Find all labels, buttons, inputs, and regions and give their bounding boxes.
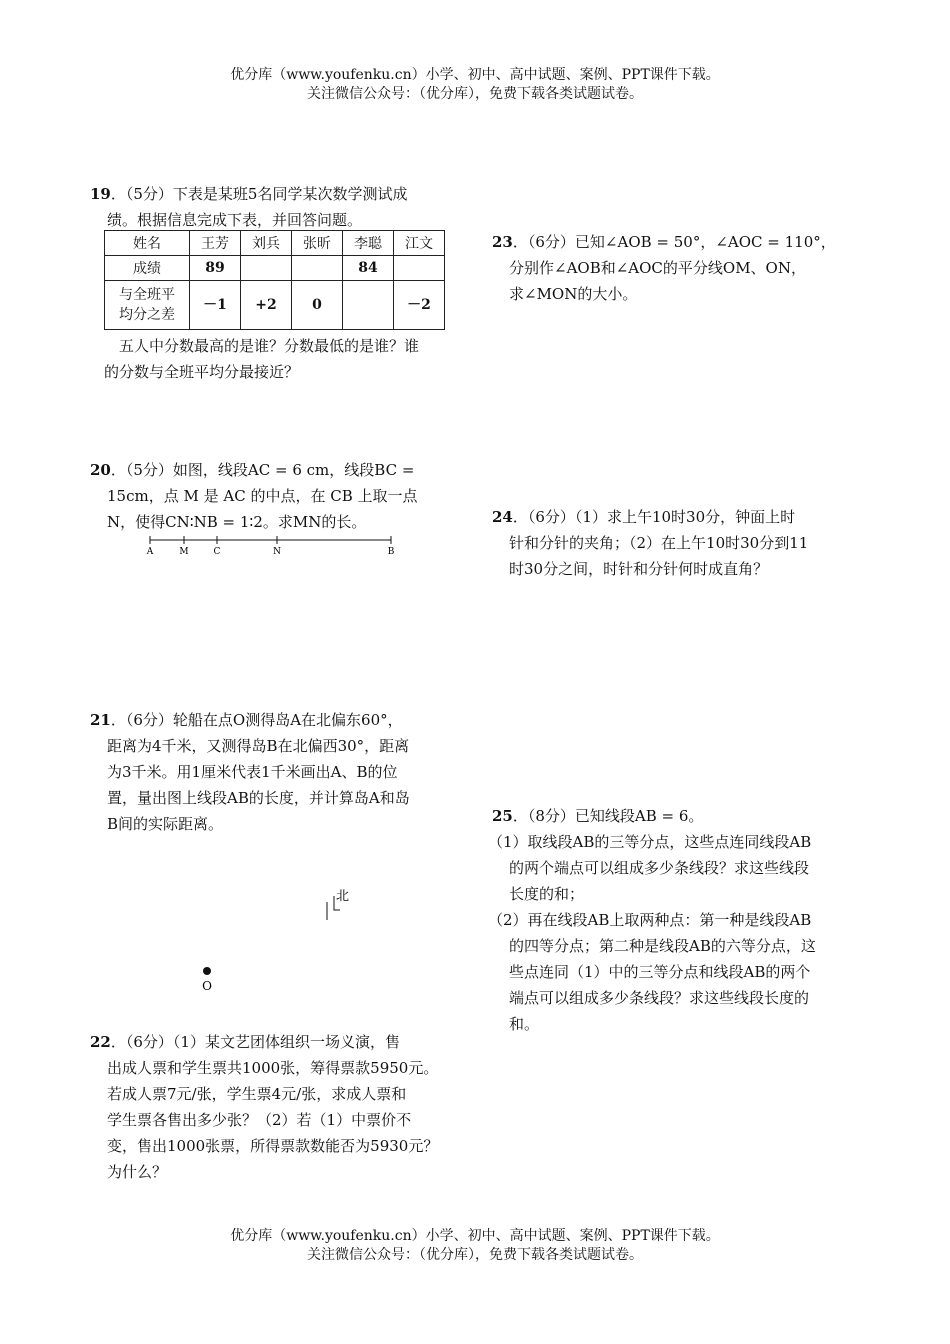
table-cell-label	[105, 281, 190, 330]
page-header	[0, 66, 950, 104]
origin-label: O	[202, 979, 212, 993]
q23-line-2: 分别作∠AOB和∠AOC的平分线OM、ON，	[509, 259, 806, 277]
q22-line-3: 若成人票7元/张，学生票4元/张，求成人票和	[107, 1085, 407, 1103]
q22-line-1: ．（6分）（1）某文艺团体组织一场义演，售	[110, 1033, 400, 1051]
q25-line-1: ．（8分）已知线段AB = 6。	[512, 807, 704, 825]
q20-line-1: ．（5分）如图，线段AC = 6 cm，线段BC =	[110, 461, 415, 479]
q21-line-3: 为3千米。用1厘米代表1千米画出A、B的位	[107, 763, 398, 781]
question-24	[492, 504, 872, 582]
q21-line-4: 置，量出图上线段AB的长度，并计算岛A和岛	[107, 789, 410, 807]
table-cell: 89	[190, 256, 241, 281]
q22-line-2: 出成人票和学生票共1000张，筹得票款5950元。	[107, 1059, 439, 1077]
page-footer	[0, 1227, 950, 1265]
q23-line-3: 求∠MON的大小。	[509, 285, 638, 303]
q23-number: 23	[492, 233, 513, 251]
point-label-m: M	[179, 547, 189, 557]
table-header-cell: 刘兵	[241, 231, 292, 256]
point-label-n: N	[273, 547, 281, 557]
q22-line-6: 为什么？	[107, 1163, 168, 1181]
table-row-score	[105, 256, 445, 281]
north-label: 北	[336, 889, 350, 904]
q21-line-5: B间的实际距离。	[107, 815, 224, 833]
table-cell	[241, 256, 292, 281]
compass-figure	[190, 880, 370, 1000]
question-23	[492, 229, 872, 307]
q19-questions	[104, 333, 474, 385]
row-label-line-2: 均分之差	[119, 307, 175, 323]
row-label-line-1: 与全班平	[119, 287, 175, 303]
q20-line-2: 15cm，点 M 是 AC 的中点，在 CB 上取一点	[107, 487, 418, 505]
q23-line-1: ．（6分）已知∠AOB = 50°，∠AOC = 110°，	[512, 233, 836, 251]
table-cell: 成绩	[105, 256, 190, 281]
table-header-cell: 李聪	[343, 231, 394, 256]
header-line-2: 关注微信公众号：（优分库），免费下载各类试题试卷。	[307, 86, 643, 102]
table-cell: －1	[190, 281, 241, 330]
q19-line-1: ．（5分）下表是某班5名同学某次数学测试成	[110, 185, 408, 203]
q25-line-9: 和。	[509, 1015, 540, 1033]
q25-line-2: （1）取线段AB的三等分点，这些点连同线段AB	[488, 833, 812, 851]
q24-line-3: 时30分之间，时针和分针何时成直角？	[509, 560, 769, 578]
point-label-b: B	[387, 547, 395, 557]
point-label-c: C	[213, 547, 221, 557]
q19-line-2: 绩。根据信息完成下表，并回答问题。	[107, 211, 363, 229]
q19-question-line-2: 的分数与全班平均分最接近？	[104, 363, 300, 381]
q25-line-6: 的四等分点；第二种是线段AB的六等分点，这	[509, 937, 816, 955]
q21-line-1: ．（6分）轮船在点O测得岛A在北偏东60°，	[110, 711, 403, 729]
table-header-cell: 张昕	[292, 231, 343, 256]
q20-line-3: N，使得CN∶NB = 1∶2。求MN的长。	[107, 513, 367, 531]
question-22	[90, 1029, 480, 1185]
q25-line-8: 端点可以组成多少条线段？求这些线段长度的	[509, 989, 810, 1007]
point-label-a: A	[146, 547, 154, 557]
segment-figure	[140, 532, 410, 562]
table-header-cell: 王芳	[190, 231, 241, 256]
table-cell: 84	[343, 256, 394, 281]
q19-question-line-1: 五人中分数最高的是谁？分数最低的是谁？谁	[119, 337, 420, 355]
origin-point	[203, 967, 211, 975]
q25-line-5: （2）再在线段AB上取两种点：第一种是线段AB	[488, 911, 812, 929]
footer-line-2: 关注微信公众号：（优分库），免费下载各类试题试卷。	[307, 1247, 643, 1263]
table-cell	[343, 281, 394, 330]
q25-line-3: 的两个端点可以组成多少条线段？求这些线段	[509, 859, 810, 877]
question-21	[90, 707, 470, 837]
q19-number: 19	[90, 185, 111, 203]
q21-line-2: 距离为4千米，又测得岛B在北偏西30°，距离	[107, 737, 410, 755]
q22-line-5: 变，售出1000张票，所得票款数能否为5930元？	[107, 1137, 439, 1155]
q25-line-7: 些点连同（1）中的三等分点和线段AB的两个	[509, 963, 811, 981]
table-header-cell: 姓名	[105, 231, 190, 256]
score-table	[104, 230, 445, 330]
q24-number: 24	[492, 508, 513, 526]
table-row-diff	[105, 281, 445, 330]
table-cell	[292, 256, 343, 281]
q21-number: 21	[90, 711, 111, 729]
table-cell: －2	[394, 281, 445, 330]
table-header-cell: 江文	[394, 231, 445, 256]
footer-line-1: 优分库（www.youfenku.cn）小学、初中、高中试题、案例、PPT课件下载。	[230, 1228, 720, 1244]
q22-line-4: 学生票各售出多少张？（2）若（1）中票价不	[107, 1111, 412, 1129]
question-19	[90, 181, 470, 233]
table-header-row	[105, 231, 445, 256]
q22-number: 22	[90, 1033, 111, 1051]
table-cell: 0	[292, 281, 343, 330]
question-25	[488, 803, 872, 1037]
q25-line-4: 长度的和；	[509, 885, 585, 903]
q24-line-1: ．（6分）（1）求上午10时30分，钟面上时	[512, 508, 796, 526]
table-cell: +2	[241, 281, 292, 330]
header-line-1: 优分库（www.youfenku.cn）小学、初中、高中试题、案例、PPT课件下载。	[230, 67, 720, 83]
table-cell	[394, 256, 445, 281]
q20-number: 20	[90, 461, 111, 479]
q25-number: 25	[492, 807, 513, 825]
question-20	[90, 457, 470, 535]
q24-line-2: 针和分针的夹角；（2）在上午10时30分到11	[509, 534, 809, 552]
